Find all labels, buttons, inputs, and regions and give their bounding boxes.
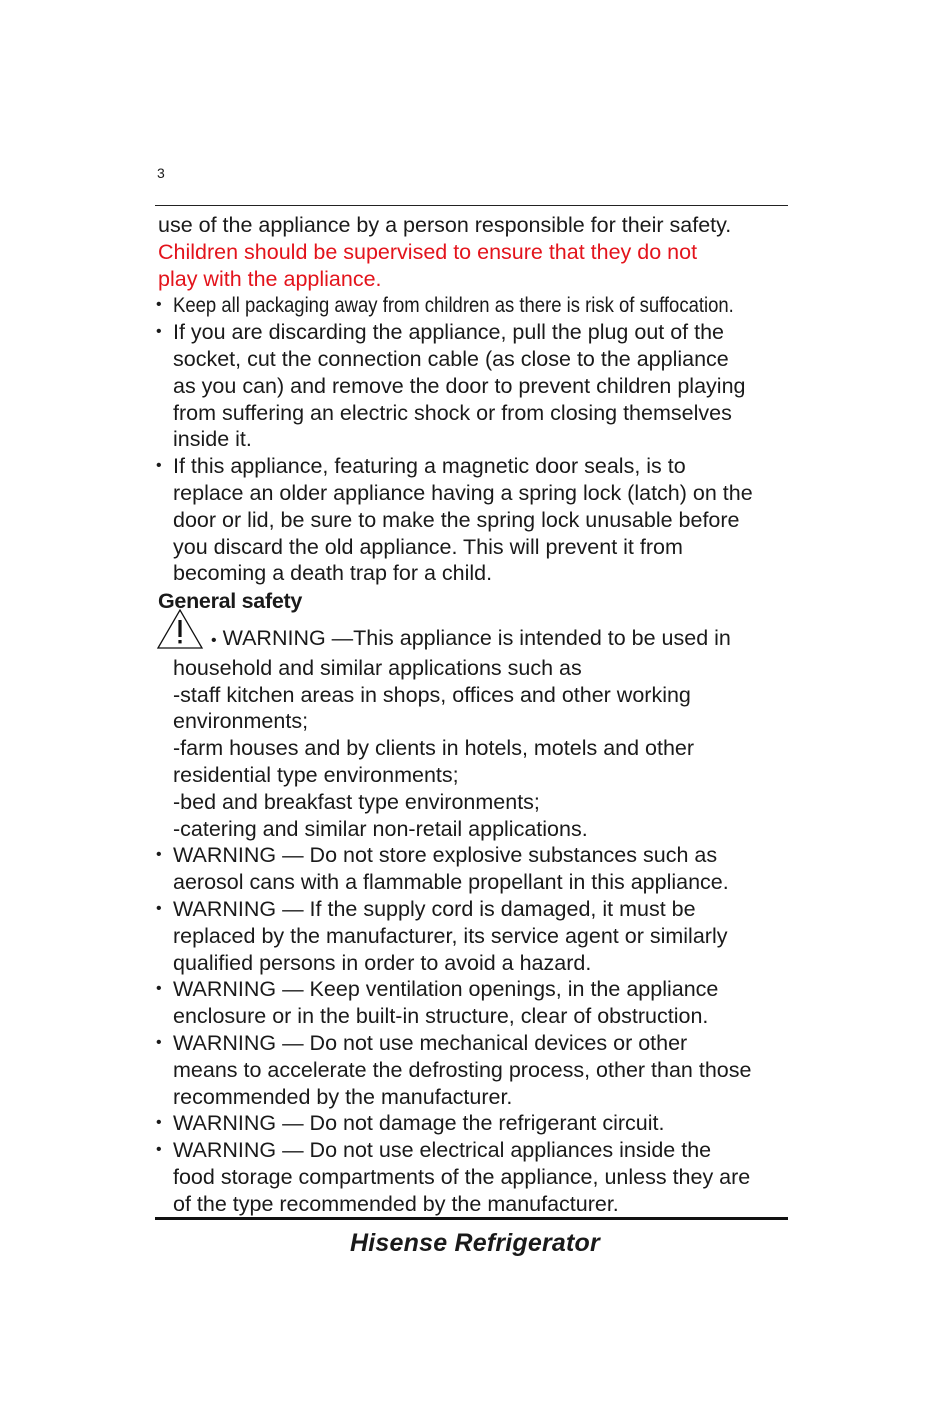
- warning-line: -bed and breakfast type environments;: [173, 789, 540, 814]
- warning-line: residential type environments;: [173, 762, 459, 787]
- warning-electrical-appliances: [158, 1137, 790, 1217]
- bullet-dot: •: [156, 1114, 162, 1132]
- bullet-line: socket, cut the connection cable (as close to the appliance: [173, 346, 729, 371]
- bullet-dot: •: [211, 631, 217, 649]
- warning-line: WARNING — Do not use mechanical devices or other: [173, 1030, 688, 1055]
- bullet-dot: •: [156, 323, 162, 341]
- bullet-line: as you can) and remove the door to prevent children playing: [173, 373, 746, 398]
- bullet-dot: •: [156, 980, 162, 998]
- warning-line: WARNING — Keep ventilation openings, in the appliance: [173, 977, 719, 1002]
- bullet-line: from suffering an electric shock or from closing themselves: [173, 400, 732, 425]
- page-number: 3: [157, 165, 165, 181]
- bullet-line: you discard the old appliance. This will prevent it from: [173, 534, 683, 559]
- warning-line: -farm houses and by clients in hotels, motels and other: [173, 736, 695, 761]
- warning-line: replaced by the manufacturer, its service agent or similarly: [173, 923, 728, 948]
- top-divider: [155, 205, 788, 206]
- warning-line: -catering and similar non-retail applications.: [173, 816, 588, 841]
- bullet-dot: •: [156, 296, 162, 314]
- children-supervision-line-2: play with the appliance.: [158, 266, 382, 291]
- bullet-line: replace an older appliance having a spring lock (latch) on the: [173, 480, 753, 505]
- bullet-dot: •: [156, 1033, 162, 1051]
- footer-brand: [0, 1229, 950, 1258]
- bottom-divider: [155, 1217, 788, 1220]
- bullet-packaging-text: Keep all packaging away from children as there is risk of suffocation.: [173, 293, 734, 318]
- children-supervision-line-1: Children should be supervised to ensure that they do not: [158, 239, 698, 264]
- bullet-line: becoming a death trap for a child.: [173, 561, 493, 586]
- warning-ventilation: [158, 976, 790, 1030]
- warning-line: WARNING — Do not use electrical appliances inside the: [173, 1138, 712, 1163]
- warning-line: means to accelerate the defrosting process, other than those: [173, 1057, 752, 1082]
- footer-brand-text: Hisense Refrigerator: [350, 1229, 600, 1257]
- bullet-line: inside it.: [173, 427, 252, 452]
- bullet-dot: •: [156, 457, 162, 475]
- warning-line: WARNING — Do not store explosive substances such as: [173, 843, 718, 868]
- bullet-packaging: [158, 292, 790, 319]
- warning-explosive-substances: [158, 842, 790, 896]
- warning-supply-cord: [158, 896, 790, 976]
- bullet-dot: •: [156, 899, 162, 917]
- bullet-discarding: [158, 319, 790, 453]
- bullet-spring-lock: [158, 453, 790, 587]
- warning-line: recommended by the manufacturer.: [173, 1084, 513, 1109]
- warning-line: qualified persons in order to avoid a hazard.: [173, 950, 592, 975]
- warning-line: WARNING — Do not damage the refrigerant circuit.: [173, 1111, 665, 1136]
- section-heading-general-safety: General safety: [158, 589, 302, 614]
- warning-line: WARNING — If the supply cord is damaged, it must be: [173, 896, 696, 921]
- warning-line: WARNING —This appliance is intended to be used in: [222, 625, 731, 650]
- warning-triangle-icon: [156, 608, 204, 650]
- warning-line: -staff kitchen areas in shops, offices and other working: [173, 682, 691, 707]
- warning-line: aerosol cans with a flammable propellant in this appliance.: [173, 870, 729, 895]
- warning-line: enclosure or in the built-in structure, clear of obstruction.: [173, 1004, 709, 1029]
- page-content: [158, 212, 790, 1217]
- warning-line: food storage compartments of the appliance, unless they are: [173, 1164, 751, 1189]
- bullet-line: door or lid, be sure to make the spring lock unusable before: [173, 507, 740, 532]
- warning-defrosting: [158, 1030, 790, 1110]
- bullet-line: If this appliance, featuring a magnetic door seals, is to: [173, 454, 686, 479]
- warning-refrigerant-circuit: [158, 1110, 790, 1137]
- bullet-line: If you are discarding the appliance, pull the plug out of the: [173, 320, 725, 345]
- warning-line: environments;: [173, 709, 309, 734]
- warning-intended-use: [158, 625, 790, 842]
- bullet-dot: •: [156, 846, 162, 864]
- warning-line: of the type recommended by the manufacturer.: [173, 1191, 619, 1216]
- intro-continuation: use of the appliance by a person responsible for their safety.: [158, 213, 732, 237]
- bullet-dot: •: [156, 1141, 162, 1159]
- warning-line: household and similar applications such as: [173, 655, 582, 680]
